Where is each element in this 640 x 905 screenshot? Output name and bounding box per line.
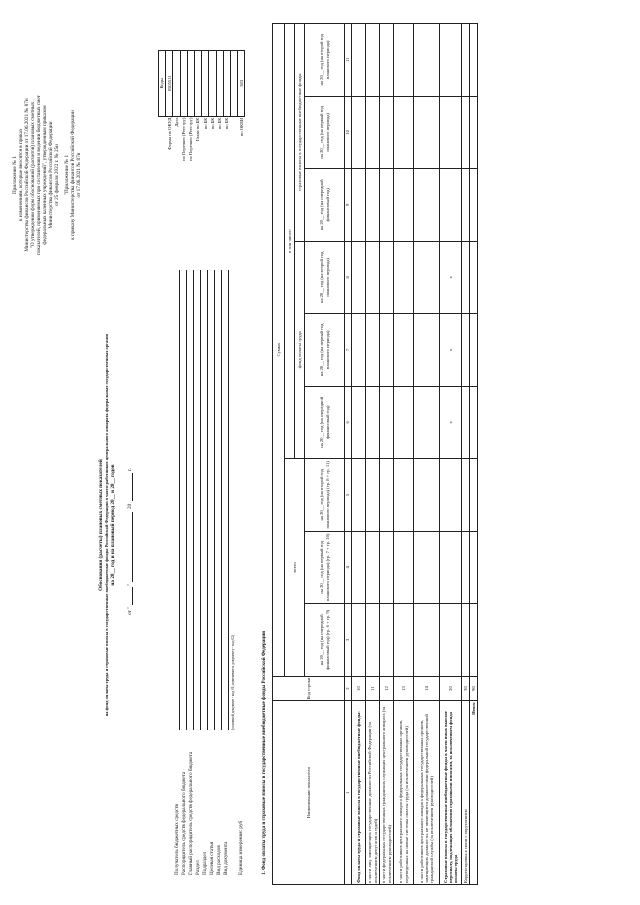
value-cell[interactable] [470, 314, 478, 386]
date-year-line[interactable] [132, 473, 133, 501]
code-label-blank [230, 116, 237, 260]
col-3-header: на 20__ год (на очередной финансовый год) (гр. 6 + гр. 9) [305, 604, 345, 677]
value-cell[interactable] [380, 169, 394, 242]
value-cell[interactable] [440, 531, 462, 603]
form-title: Обоснования (расчеты) плановых сметных показателей [98, 459, 104, 591]
code-value-okei[interactable]: 383 [238, 51, 245, 117]
row-name: в части федеральных государственных гражданских служащих центрального аппарата (за исключением руководителей) [380, 701, 394, 885]
date-suffix: г. [127, 468, 133, 471]
value-cell[interactable] [470, 96, 478, 168]
value-cell[interactable] [440, 604, 462, 677]
header-including: в том числе: [285, 24, 295, 459]
value-cell[interactable] [366, 531, 380, 603]
field-doc-type-line[interactable] [228, 270, 229, 730]
col-4-header: на 20__ год (на первый год планового периода) (гр. 7 + гр. 10) [305, 531, 345, 603]
form-period: на 20__ год и на плановый период 20__ и 20__ годов [110, 464, 116, 586]
field-target-article-line[interactable] [214, 270, 215, 730]
approval-line-5: показателей, применяемых при составлении и ведении бюджетных смет [36, 95, 42, 255]
doc-type-footnote: (основной документ - код 01; изменение к документу - код 02) [231, 634, 235, 730]
row-code: 90 [470, 676, 478, 701]
field-target-article: Целевая статья [209, 841, 215, 875]
value-cell[interactable] [470, 24, 478, 97]
table-row [470, 24, 478, 885]
col-num: 1 [345, 701, 352, 885]
value-cell[interactable] [380, 459, 394, 531]
field-expense-type: Вид расходов [216, 845, 222, 875]
value-cell[interactable] [366, 169, 380, 242]
value-cell[interactable] [366, 386, 380, 459]
value-cell[interactable] [366, 24, 380, 97]
value-cell[interactable] [462, 169, 470, 242]
code-value-bk-2[interactable] [209, 51, 216, 117]
value-cell[interactable] [414, 169, 440, 242]
code-label-okud: Форма по ОКУД [166, 117, 172, 150]
code-value-bk-3[interactable] [216, 51, 223, 117]
code-label-register-2: по Перечню (Реестру) [188, 117, 194, 161]
code-label-bk-2: по БК [209, 117, 215, 130]
value-cell[interactable] [366, 604, 380, 677]
field-subsection: Подраздел [202, 851, 208, 875]
value-cell[interactable] [470, 241, 478, 313]
value-cell[interactable] [394, 459, 414, 531]
value-cell[interactable] [462, 386, 470, 459]
col-7-header: на 20__ год (на первый год планового периода) [305, 314, 345, 386]
value-cell[interactable] [366, 459, 380, 531]
code-label-bk-4: по БК [224, 117, 230, 130]
value-cell[interactable] [470, 169, 478, 242]
value-cell[interactable] [352, 241, 366, 313]
col-num: 8 [345, 241, 352, 313]
field-unit: Единица измерения: руб [238, 820, 244, 875]
approval-line-11: от 17.06.2021 № 87н [76, 152, 82, 198]
row-name: в части лиц, замещающих государственные должности Российской Федерации (за исключением депутатов и судей) [366, 701, 380, 885]
value-cell[interactable] [414, 241, 440, 313]
value-cell[interactable] [394, 531, 414, 603]
value-cell[interactable] [394, 96, 414, 168]
section-1-heading: 1. Фонд оплаты труда и страховые взносы в государственные внебюджетные фонды Российской Федерации [262, 631, 267, 875]
table-row [366, 24, 380, 885]
row-code: 14 [414, 676, 440, 701]
code-label-register-1: по Перечню (Реестру) [181, 117, 187, 161]
col-num: 2 [345, 676, 352, 701]
value-cell[interactable] [394, 241, 414, 313]
col-num: 3 [345, 604, 352, 677]
codes-table [158, 50, 245, 260]
approval-line-9: "Приложение № 1 [64, 154, 70, 196]
row-code: 20 [440, 676, 462, 701]
field-subsection-line[interactable] [207, 270, 208, 730]
field-expense-type-line[interactable] [221, 270, 222, 730]
col-10-header: на 20__ год (на первый год планового периода) [305, 96, 345, 168]
code-label-bk-3: по БК [216, 117, 222, 130]
col-6-header: на 20__ год (на очередной финансовый год) [305, 386, 345, 459]
value-cell[interactable] [380, 386, 394, 459]
code-value-register-1[interactable] [180, 51, 187, 117]
value-cell[interactable] [440, 96, 462, 168]
col-num: 6 [345, 386, 352, 459]
code-value-bk-1[interactable] [202, 51, 209, 117]
field-section-line[interactable] [200, 270, 201, 730]
value-cell[interactable]: x [440, 241, 462, 313]
value-cell[interactable] [394, 604, 414, 677]
value-cell[interactable] [380, 241, 394, 313]
value-cell[interactable] [352, 96, 366, 168]
value-cell[interactable] [462, 96, 470, 168]
header-code: Код строки [273, 676, 345, 701]
value-cell[interactable] [440, 169, 462, 242]
row-name: в части работников центрального аппарата федеральных государственных органов, замещающих должности, не являющиеся должностями федеральной государственной гражданской службы (за исключением руководителей) [414, 701, 440, 885]
code-value-blank[interactable] [230, 51, 237, 117]
col-11-header: на 20__ год (на второй год планового периода) [305, 24, 345, 97]
value-cell[interactable] [414, 386, 440, 459]
value-cell[interactable] [470, 604, 478, 677]
row-name: Фонд оплаты труда и страховые взносы в государственные внебюджетные фонды: [352, 701, 366, 885]
field-section: Раздел [195, 860, 201, 875]
field-doc-type: Вид документа [223, 841, 229, 875]
value-cell[interactable] [380, 24, 394, 97]
value-cell[interactable]: x [440, 314, 462, 386]
table-row [414, 24, 440, 885]
value-cell[interactable] [366, 314, 380, 386]
col-num: 10 [345, 96, 352, 168]
col-9-header: на 20__ год (на очередной финансовый год) [305, 169, 345, 242]
table-row [352, 24, 366, 885]
approval-line-4: "О утверждении форм обоснований (расчетов) плановых сметных [30, 101, 36, 249]
approval-line-3: Министерства финансов Российской Федерации от 17.06.2021 № 87н [24, 98, 30, 252]
value-cell[interactable] [462, 241, 470, 313]
row-code: 10 [352, 676, 366, 701]
approval-line-1: Приложение № 1 [12, 156, 18, 194]
value-cell[interactable] [352, 24, 366, 97]
row-name: в части работников центрального аппарата федеральных государственных органов, переведенных на новые системы оплаты труда (за исключением руководителей) [394, 701, 414, 885]
codes-header: Коды [159, 51, 166, 117]
table-row [380, 24, 394, 885]
code-label-okei: по ОКЕИ [238, 117, 244, 137]
value-cell[interactable] [462, 24, 470, 97]
row-name: Корректировка в связи с округлением [462, 701, 470, 885]
form-subtitle: на фонд оплаты труда и страховые взносы в государственные внебюджетные фонды Российской Федерации в части работников центрального аппарата федеральных государственных органов [104, 333, 109, 717]
value-cell[interactable] [440, 24, 462, 97]
code-value-date[interactable] [173, 51, 180, 117]
row-name: Итого [470, 701, 478, 885]
row-code: 30 [462, 676, 470, 701]
value-cell[interactable] [462, 604, 470, 677]
date-month-line[interactable] [132, 512, 133, 582]
main-table [272, 23, 478, 885]
value-cell[interactable] [470, 386, 478, 459]
value-cell[interactable] [394, 24, 414, 97]
col-num: 9 [345, 169, 352, 242]
field-recipient: Получатель бюджетных средств [174, 804, 180, 875]
approval-line-6: федеральных казенных учреждений", утвержденным приказом [42, 105, 48, 245]
approval-line-8: от 25 февраля 2022 г. № 25н [54, 144, 60, 206]
date-mid: " [127, 583, 133, 586]
value-cell[interactable] [352, 604, 366, 677]
code-value-okud[interactable]: 0505511 [166, 51, 173, 117]
value-cell[interactable] [380, 604, 394, 677]
value-cell[interactable]: x [440, 386, 462, 459]
value-cell[interactable] [440, 459, 462, 531]
col-num: 5 [345, 459, 352, 531]
header-name: Наименование показателя [273, 701, 345, 885]
col-num: 4 [345, 531, 352, 603]
value-cell[interactable] [414, 604, 440, 677]
table-row [440, 24, 462, 885]
value-cell[interactable] [366, 96, 380, 168]
value-cell[interactable] [462, 314, 470, 386]
value-cell[interactable] [352, 314, 366, 386]
code-value-chapter[interactable] [194, 51, 201, 117]
row-code: 11 [366, 676, 380, 701]
field-main-distributor-line[interactable] [193, 270, 194, 730]
approval-line-2: к изменениям, которые вносятся в приказ [18, 129, 24, 221]
row-code: 12 [380, 676, 394, 701]
header-sum: Сумма [273, 24, 285, 677]
value-cell[interactable] [462, 459, 470, 531]
value-cell[interactable] [366, 241, 380, 313]
code-label-bk-1: по БК [202, 117, 208, 130]
col-num: 11 [345, 24, 352, 97]
col-5-header: на 20__ год (на второй год планового периода) (гр. 8 + гр. 11) [305, 459, 345, 531]
header-fot: фонд оплаты труда [295, 241, 305, 459]
field-main-distributor: Главный распорядитель средств федерального бюджета [188, 751, 194, 875]
table-row [462, 24, 470, 885]
value-cell[interactable] [394, 314, 414, 386]
field-distributor: Распорядитель средств федерального бюджета [181, 771, 187, 875]
value-cell[interactable] [414, 24, 440, 97]
date-prefix: от " [127, 606, 133, 615]
value-cell[interactable] [470, 531, 478, 603]
value-cell[interactable] [352, 531, 366, 603]
value-cell[interactable] [352, 386, 366, 459]
value-cell[interactable] [352, 169, 366, 242]
approval-line-7: Министерства финансов Российской Федерации [48, 121, 54, 229]
value-cell[interactable] [414, 96, 440, 168]
code-label-chapter: Глава по БК [195, 117, 201, 142]
col-8-header: на 20__ год (на второй год планового периода) [305, 241, 345, 313]
value-cell[interactable] [352, 459, 366, 531]
value-cell[interactable] [462, 531, 470, 603]
row-code: 13 [394, 676, 414, 701]
value-cell[interactable] [380, 314, 394, 386]
value-cell[interactable] [380, 531, 394, 603]
value-cell[interactable] [414, 531, 440, 603]
code-value-register-2[interactable] [187, 51, 194, 117]
value-cell[interactable] [380, 96, 394, 168]
field-distributor-line[interactable] [186, 270, 187, 730]
header-insurance: страховые взносы в государственные внебюджетные фонды [295, 24, 305, 242]
table-row [394, 24, 414, 885]
value-cell[interactable] [470, 459, 478, 531]
row-name: Страховые взносы в государственные внебюджетные фонды в части иных выплат персоналу, подлежащих обложению страховыми взносами, за исключением фонда оплаты труда [440, 701, 462, 885]
col-num: 7 [345, 314, 352, 386]
value-cell[interactable] [414, 314, 440, 386]
code-label-date: Дата [173, 117, 179, 127]
value-cell[interactable] [394, 169, 414, 242]
value-cell[interactable] [394, 386, 414, 459]
field-recipient-line[interactable] [179, 270, 180, 730]
code-value-bk-4[interactable] [223, 51, 230, 117]
approval-line-10: к приказу Министерства финансов Российской Федерации [70, 110, 76, 240]
date-year: 20 [127, 503, 133, 509]
date-day-line[interactable] [132, 587, 133, 605]
header-total: всего [285, 459, 305, 677]
value-cell[interactable] [414, 459, 440, 531]
